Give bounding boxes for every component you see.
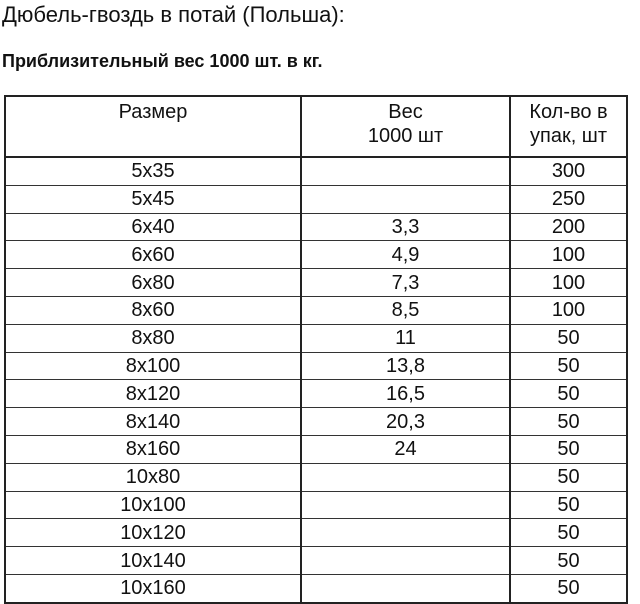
cell-size: 5x35 — [5, 157, 301, 185]
cell-weight — [301, 547, 510, 575]
cell-pack-quantity: 50 — [510, 574, 627, 602]
cell-size: 6x60 — [5, 241, 301, 269]
header-size: Размер — [5, 96, 301, 157]
cell-pack-quantity: 50 — [510, 463, 627, 491]
cell-size: 10x140 — [5, 547, 301, 575]
cell-size: 10x100 — [5, 491, 301, 519]
table-row — [5, 269, 627, 297]
table-row — [5, 213, 627, 241]
cell-size: 10x80 — [5, 463, 301, 491]
cell-size: 8x140 — [5, 408, 301, 436]
cell-pack-quantity: 50 — [510, 380, 627, 408]
cell-pack-quantity: 100 — [510, 296, 627, 324]
cell-weight: 16,5 — [301, 380, 510, 408]
table-row — [5, 324, 627, 352]
cell-size: 8x60 — [5, 296, 301, 324]
cell-weight — [301, 157, 510, 185]
cell-weight: 4,9 — [301, 241, 510, 269]
table-row — [5, 435, 627, 463]
table-body — [5, 157, 627, 603]
cell-weight: 24 — [301, 435, 510, 463]
cell-weight: 11 — [301, 324, 510, 352]
cell-weight — [301, 519, 510, 547]
cell-weight — [301, 185, 510, 213]
table-row — [5, 463, 627, 491]
cell-pack-quantity: 300 — [510, 157, 627, 185]
table-row — [5, 547, 627, 575]
cell-pack-quantity: 50 — [510, 435, 627, 463]
cell-size: 8x80 — [5, 324, 301, 352]
cell-pack-quantity: 200 — [510, 213, 627, 241]
cell-weight — [301, 491, 510, 519]
cell-weight — [301, 574, 510, 602]
table-row — [5, 296, 627, 324]
cell-pack-quantity: 50 — [510, 519, 627, 547]
page-subtitle: Приблизительный вес 1000 шт. в кг. — [2, 51, 323, 71]
cell-pack-quantity: 50 — [510, 352, 627, 380]
table-header-row — [5, 96, 627, 157]
table-row — [5, 380, 627, 408]
header-pack-quantity: Кол-во в упак, шт — [510, 96, 627, 157]
cell-size: 6x80 — [5, 269, 301, 297]
cell-size: 10x160 — [5, 574, 301, 602]
cell-pack-quantity: 50 — [510, 491, 627, 519]
header-weight: Вес 1000 шт — [301, 96, 510, 157]
cell-weight: 3,3 — [301, 213, 510, 241]
table-row — [5, 185, 627, 213]
table-row — [5, 408, 627, 436]
table-row — [5, 241, 627, 269]
cell-weight: 20,3 — [301, 408, 510, 436]
cell-size: 10x120 — [5, 519, 301, 547]
page-title: Дюбель-гвоздь в потай (Польша): — [2, 2, 345, 27]
table-row — [5, 574, 627, 602]
cell-size: 8x100 — [5, 352, 301, 380]
cell-weight: 7,3 — [301, 269, 510, 297]
cell-pack-quantity: 50 — [510, 324, 627, 352]
table-row — [5, 352, 627, 380]
weight-table — [4, 95, 628, 604]
cell-size: 8x120 — [5, 380, 301, 408]
table-row — [5, 157, 627, 185]
cell-size: 6x40 — [5, 213, 301, 241]
table-row — [5, 519, 627, 547]
cell-pack-quantity: 100 — [510, 241, 627, 269]
cell-pack-quantity: 50 — [510, 547, 627, 575]
cell-weight — [301, 463, 510, 491]
cell-size: 5x45 — [5, 185, 301, 213]
cell-weight: 13,8 — [301, 352, 510, 380]
cell-pack-quantity: 250 — [510, 185, 627, 213]
cell-pack-quantity: 100 — [510, 269, 627, 297]
cell-weight: 8,5 — [301, 296, 510, 324]
table-row — [5, 491, 627, 519]
cell-size: 8x160 — [5, 435, 301, 463]
cell-pack-quantity: 50 — [510, 408, 627, 436]
